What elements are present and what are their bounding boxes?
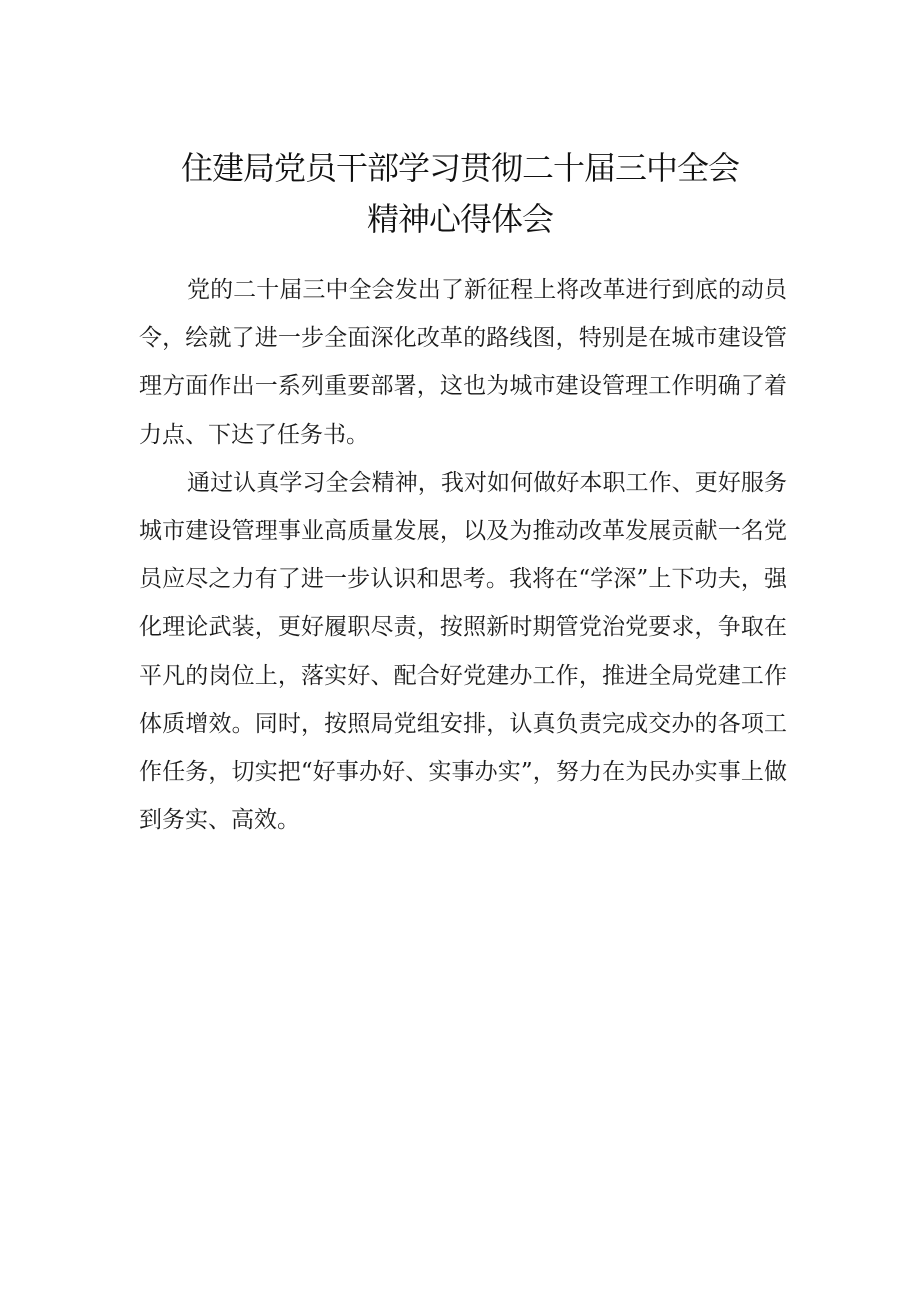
paragraph-2: 通过认真学习全会精神，我对如何做好本职工作、更好服务城市建设管理事业高质量发展，以及为推动改革发展贡献一名党员应尽之力有了进一步认识和思考。我将在“学深”上下功夫，强化理论武装，更好履职尽责，按照新时期管党治党要求，争取在平凡的岗位上，落实好、配合好党建办工作，推进全局党建工作体质增效。同时，按照局党组安排，认真负责完成交办的各项工作任务，切实把“好事办好、实事办实”，努力在为民办实事上做到务实、高效。: [139, 469, 787, 834]
paragraph-1: 党的二十届三中全会发出了新征程上将改革进行到底的动员令，绘就了进一步全面深化改革的路线图，特别是在城市建设管理方面作出一系列重要部署，这也为城市建设管理工作明确了着力点、下达了任务书。: [139, 277, 787, 448]
document-title-line2: 精神心得体会: [366, 200, 553, 238]
document-body: [139, 266, 787, 844]
document-title-line1: 住建局党员干部学习贯彻二十届三中全会: [180, 149, 739, 187]
